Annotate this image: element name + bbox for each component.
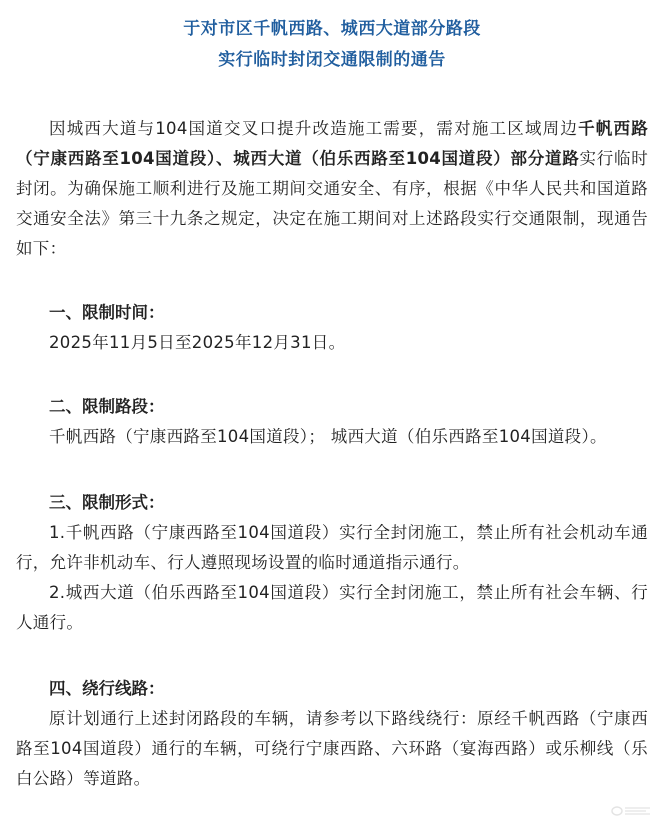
section-text-time: 2025年11月5日至2025年12月31日。 [49, 333, 346, 352]
intro-bold-roads: 千帆西路（宁康西路至104国道段）、城西大道（伯乐西路至104国道段）部分道路 [16, 119, 648, 168]
notice-title-line1: 于对市区千帆西路、城西大道部分路段 [183, 19, 481, 39]
intro-paragraph [16, 114, 648, 264]
section-heading-roads: 二、限制路段： [49, 397, 165, 416]
section-heading-detour: 四、绕行线路： [49, 679, 165, 698]
section-heading-form: 三、限制形式： [49, 493, 165, 512]
intro-text-part1: 因城西大道与104国道交叉口提升改造施工需要，需对施工区域周边 [49, 119, 579, 138]
notice-title-line2: 实行临时封闭交通限制的通告 [218, 50, 446, 70]
section-text-roads: 千帆西路（宁康西路至104国道段）； 城西大道（伯乐西路至104国道段）。 [49, 427, 607, 446]
intro-text-part2: 实行临时封闭。为确保施工顺利进行及施工期间交通安全、有序，根据《中华人民共和国道路交通安全法》第三十九条之规定，决定在施工期间对上述路段实行交通限制，现通告如下： [16, 149, 648, 258]
watermark-logo-icon [610, 804, 654, 818]
section-text-form-2: 2.城西大道（伯乐西路至104国道段）实行全封闭施工，禁止所有社会车辆、行人通行。 [16, 583, 648, 632]
section-heading-time: 一、限制时间： [49, 303, 165, 322]
section-text-detour: 原计划通行上述封闭路段的车辆，请参考以下路线绕行：原经千帆西路（宁康西路至104国道段）通行的车辆，可绕行宁康西路、六环路（宴海西路）或乐柳线（乐白公路）等道路。 [16, 709, 648, 788]
section-text-form-1: 1.千帆西路（宁康西路至104国道段）实行全封闭施工，禁止所有社会机动车通行，允许非机动车、行人遵照现场设置的临时通道指示通行。 [16, 523, 648, 572]
